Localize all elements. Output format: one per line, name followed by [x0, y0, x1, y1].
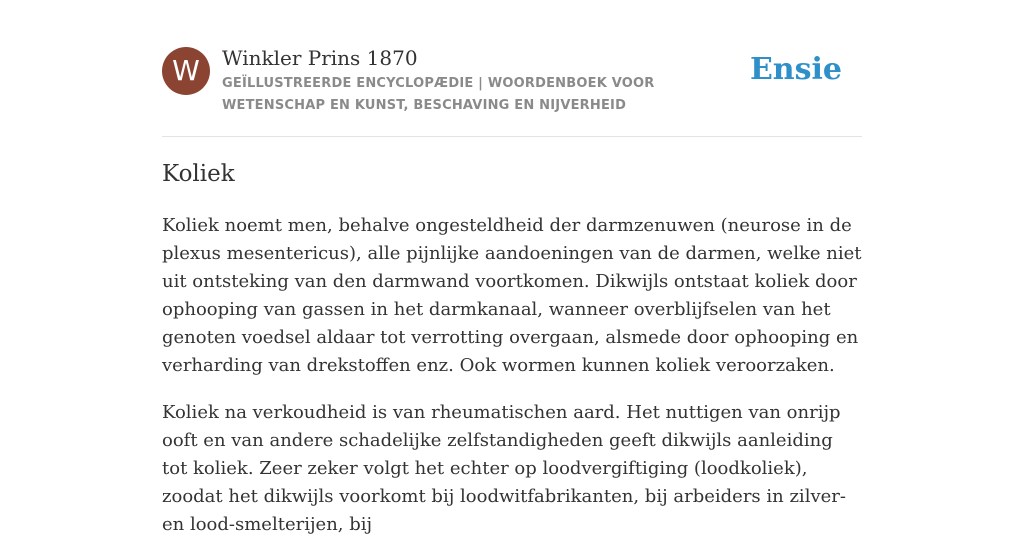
source-title[interactable]: Winkler Prins 1870: [222, 46, 418, 70]
source-subtitle: GEÏLLUSTREERDE ENCYCLOPÆDIE | WOORDENBOEK VOOR WETENSCHAP EN KUNST, BESCHAVING EN NIJVERHEID: [222, 76, 655, 113]
source-avatar[interactable]: W: [162, 47, 210, 95]
ensie-logo-link[interactable]: Ensie: [749, 52, 842, 87]
source-header: [162, 44, 862, 137]
article-paragraph: Koliek noemt men, behalve ongesteldheid der darmzenuwen (neurose in de plexus mesentericus), alle pijnlijke aandoeningen van de darmen, welke niet uit ontsteking van den darmwand voortkomen. Dikwijls ontstaat koliek door ophooping van gassen in het darmkanaal, wanneer overblijfselen van het genoten voedsel aldaar tot verrotting overgaan, alsmede door ophooping en verharding van drekstoffen enz. Ook wormen kunnen koliek veroorzaken.: [162, 215, 862, 376]
article-paragraph: Koliek na verkoudheid is van rheumatischen aard. Het nuttigen van onrijp ooft en van andere schadelijke zelfstandigheden geeft dikwijls aanleiding tot koliek. Zeer zeker volgt het echter op loodvergiftiging (loodkoliek), zoodat het dikwijls voorkomt bij loodwitfabrikanten, bij arbeiders in zilver- en lood-smelterijen, bij: [162, 402, 846, 535]
article-title: Koliek: [162, 161, 235, 187]
article-body: [162, 212, 862, 558]
